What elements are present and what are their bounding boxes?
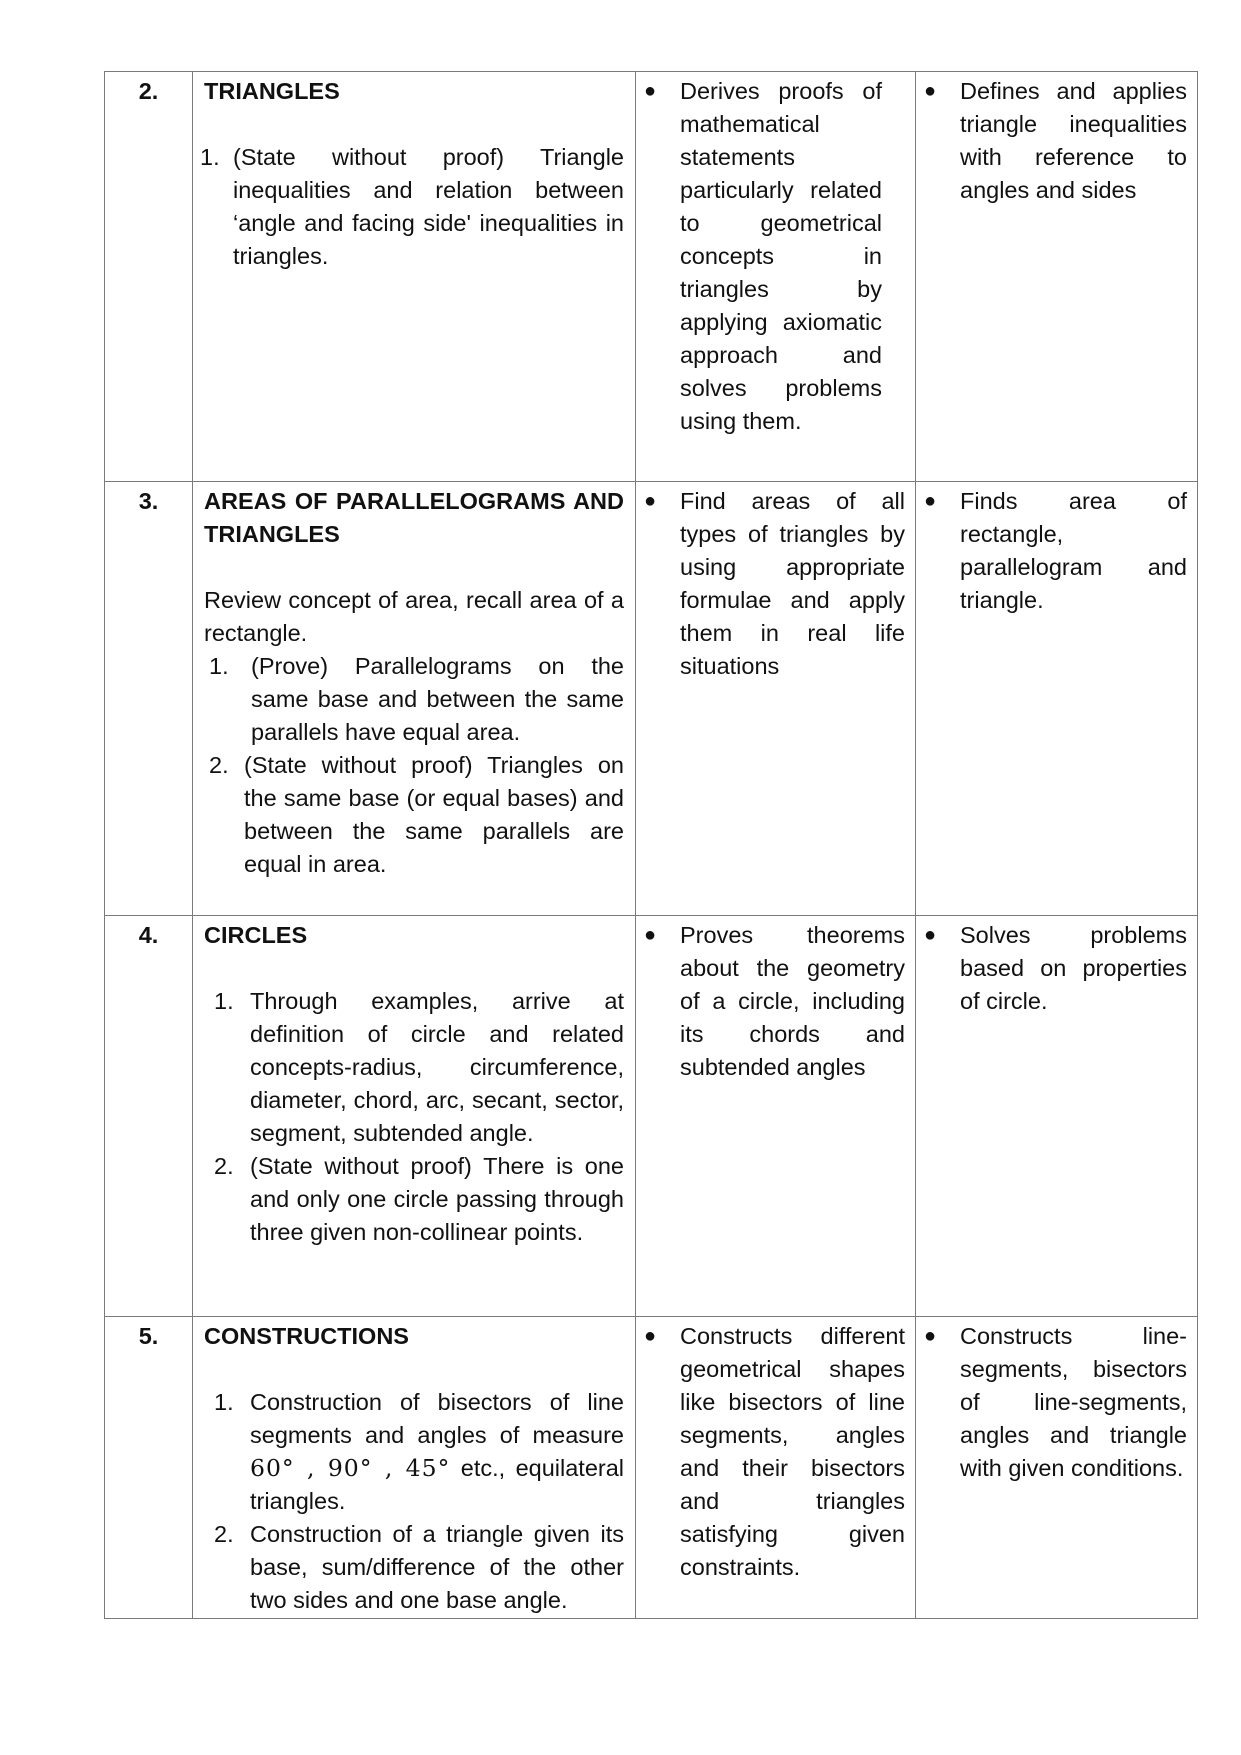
row-number: 5. <box>105 1317 193 1619</box>
topic-heading: CIRCLES <box>204 922 308 948</box>
angle-measures: 60° , 90° , 45° <box>250 1454 451 1482</box>
list-item-text: Construction of a triangle given its base, sum/difference of the other two sides and one base angle. <box>250 1521 624 1613</box>
outcome-bullet <box>916 1320 1187 1485</box>
process-text: Derives proofs of mathematical statements particularly related to geometrical concepts in triangles by applying axiomatic approach and solves problems using them. <box>680 78 882 434</box>
topic-heading: TRIANGLES <box>204 78 340 104</box>
list-item-text: Through examples, arrive at definition of circle and related concepts-radius, circumference, diameter, chord, arc, secant, sector, segment, subtended angle. <box>250 988 624 1146</box>
process-cell <box>636 916 916 1317</box>
list-item-text: (State without proof) There is one and only one circle passing through three given non-collinear points. <box>250 1153 624 1245</box>
process-bullet <box>636 485 905 683</box>
topic-list <box>204 650 624 881</box>
list-marker: 2. <box>214 1521 234 1547</box>
bullet-icon: ● <box>924 924 937 946</box>
list-item <box>200 141 624 273</box>
outcome-bullet <box>916 919 1187 1018</box>
row-number: 2. <box>105 72 193 482</box>
bullet-icon: ● <box>644 1325 657 1347</box>
topic-cell <box>193 1317 636 1619</box>
outcome-text: Constructs line-segments, bisectors of line-segments, angles and triangle with given conditions. <box>960 1323 1187 1481</box>
outcome-cell <box>916 1317 1198 1619</box>
outcome-cell <box>916 916 1198 1317</box>
bullet-icon: ● <box>644 924 657 946</box>
list-marker: 1. <box>214 988 234 1014</box>
process-cell <box>636 482 916 916</box>
process-text: Constructs different geometrical shapes like bisectors of line segments, angles and their bisectors and triangles satisfying given constraints. <box>680 1323 905 1580</box>
topic-list <box>204 985 624 1249</box>
topic-list <box>204 1386 624 1617</box>
syllabus-table <box>104 71 1198 1619</box>
topic-cell <box>193 916 636 1317</box>
outcome-text: Finds area of rectangle, parallelogram and triangle. <box>960 488 1187 613</box>
bullet-icon: ● <box>924 80 937 102</box>
list-marker: 2. <box>209 752 229 778</box>
list-marker: 1. <box>214 1389 234 1415</box>
list-marker: 1. <box>200 144 220 170</box>
outcome-text: Defines and applies triangle inequalities with reference to angles and sides <box>960 78 1187 203</box>
process-bullet <box>636 75 882 438</box>
row-number: 4. <box>105 916 193 1317</box>
row-number: 3. <box>105 482 193 916</box>
list-item <box>204 749 624 881</box>
bullet-icon: ● <box>924 1325 937 1347</box>
topic-intro: Review concept of area, recall area of a rectangle. <box>204 587 624 646</box>
list-item <box>204 1150 624 1249</box>
bullet-icon: ● <box>924 490 937 512</box>
process-text: Proves theorems about the geometry of a circle, including its chords and subtended angles <box>680 922 905 1080</box>
process-bullet <box>636 919 905 1084</box>
list-marker: 2. <box>214 1153 234 1179</box>
process-cell <box>636 72 916 482</box>
table-row <box>105 1317 1198 1619</box>
list-item <box>204 1386 624 1518</box>
topic-cell <box>193 482 636 916</box>
outcome-bullet <box>916 485 1187 617</box>
list-item-text: (Prove) Parallelograms on the same base and between the same parallels have equal area. <box>251 653 624 745</box>
outcome-text: Solves problems based on properties of circle. <box>960 922 1187 1014</box>
topic-cell <box>193 72 636 482</box>
list-item-text: (State without proof) Triangles on the same base (or equal bases) and between the same parallels are equal in area. <box>244 752 624 877</box>
table-row <box>105 916 1198 1317</box>
topic-list <box>200 141 624 273</box>
outcome-bullet <box>916 75 1187 207</box>
bullet-icon: ● <box>644 490 657 512</box>
bullet-icon: ● <box>644 80 657 102</box>
outcome-cell <box>916 482 1198 916</box>
list-item-text: etc., equilateral triangles. <box>250 1455 625 1514</box>
topic-heading: CONSTRUCTIONS <box>204 1323 409 1349</box>
outcome-cell <box>916 72 1198 482</box>
process-text: Find areas of all types of triangles by using appropriate formulae and apply them in real life situations <box>680 488 905 679</box>
list-item <box>204 985 624 1150</box>
list-marker: 1. <box>209 653 229 679</box>
table-row <box>105 482 1198 916</box>
table-row <box>105 72 1198 482</box>
list-item-text: (State without proof) Triangle inequalities and relation between ‘angle and facing side' inequalities in triangles. <box>233 144 624 269</box>
list-item <box>204 650 624 749</box>
topic-heading: AREAS OF PARALLELOGRAMS AND TRIANGLES <box>204 488 624 547</box>
process-cell <box>636 1317 916 1619</box>
list-item-text: Construction of bisectors of line segments and angles of measure <box>250 1389 624 1448</box>
process-bullet <box>636 1320 905 1584</box>
list-item <box>204 1518 624 1617</box>
